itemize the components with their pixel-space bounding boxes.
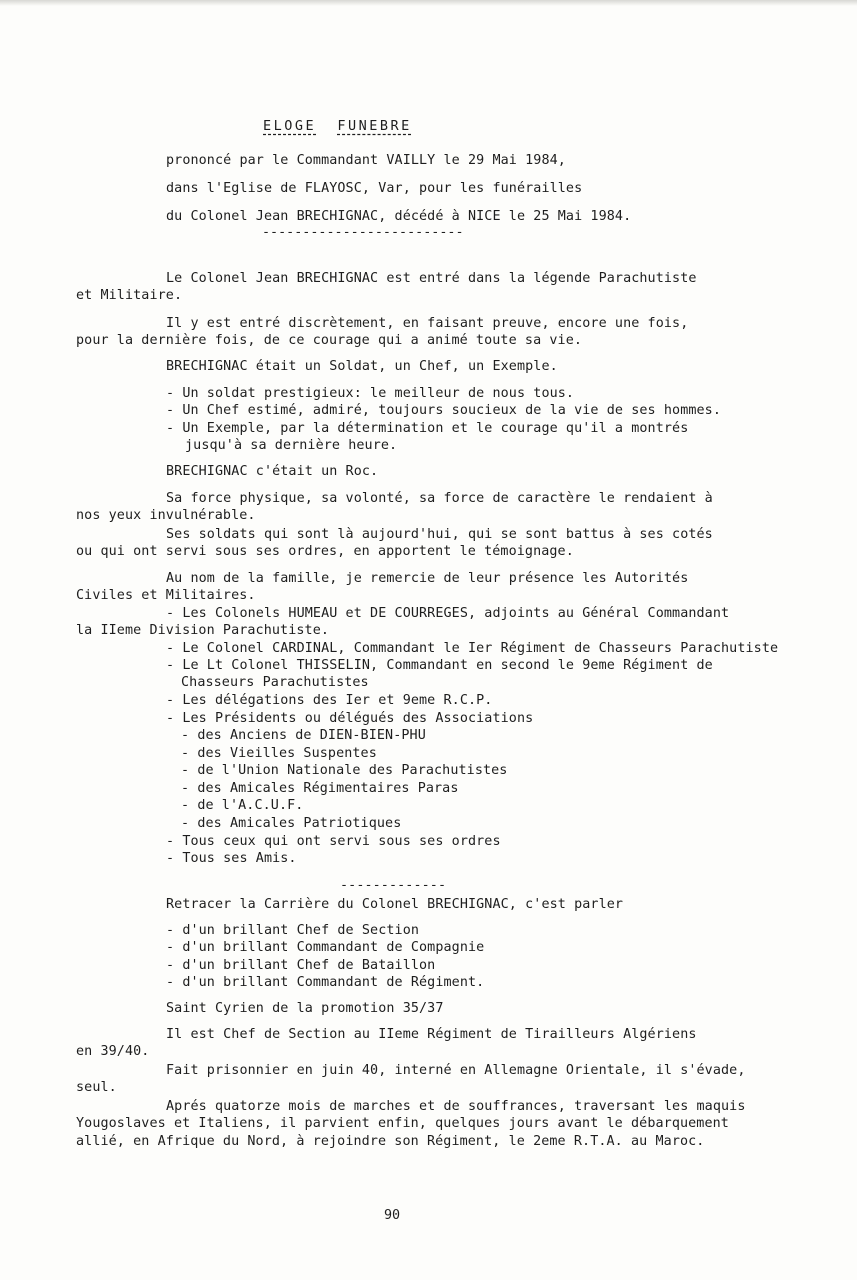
body-line: - des Vieilles Suspentes [181, 746, 377, 761]
body-line: Aprés quatorze mois de marches et de souffrances, traversant les maquis [166, 1099, 746, 1114]
body-line: - d'un brillant Commandant de Compagnie [166, 940, 485, 955]
body-line: - Un soldat prestigieux: le meilleur de nous tous. [166, 386, 575, 401]
body-line: Retracer la Carrière du Colonel BRECHIGNAC, c'est parler [166, 897, 624, 912]
body-line: nos yeux invulnérable. [76, 508, 256, 523]
body-line: - Les Présidents ou délégués des Associations [166, 711, 534, 726]
body-line: Fait prisonnier en juin 40, interné en Allemagne Orientale, il s'évade, [166, 1063, 746, 1078]
body-line: ou qui ont servi sous ses ordres, en apportent le témoignage. [76, 544, 574, 559]
body-line: BRECHIGNAC était un Soldat, un Chef, un Exemple. [166, 359, 558, 374]
body-line: - Le Lt Colonel THISSELIN, Commandant en second le 9eme Régiment de [166, 658, 713, 673]
body-line: jusqu'à sa dernière heure. [185, 438, 398, 453]
body-line: allié, en Afrique du Nord, à rejoindre son Régiment, le 2eme R.T.A. au Maroc. [76, 1134, 705, 1149]
body-line: - des Anciens de DIEN-BIEN-PHU [181, 728, 426, 743]
body-line: - de l'A.C.U.F. [181, 798, 304, 813]
body-line: Il y est entré discrètement, en faisant preuve, encore une fois, [166, 316, 689, 331]
body-line: seul. [76, 1080, 117, 1095]
body-line: - Les Colonels HUMEAU et DE COURREGES, adjoints au Général Commandant [166, 606, 730, 621]
body-line: Au nom de la famille, je remercie de leur présence les Autorités [166, 571, 689, 586]
body-line: - Un Exemple, par la détermination et le courage qu'il a montrés [166, 421, 689, 436]
body-line: Ses soldats qui sont là aujourd'hui, qui se sont battus à ses cotés [166, 527, 713, 542]
body-line: Saint Cyrien de la promotion 35/37 [166, 1001, 444, 1016]
body-line: Chasseurs Parachutistes [181, 675, 369, 690]
body-line: ------------- [340, 878, 447, 893]
header-line: du Colonel Jean BRECHIGNAC, décédé à NICE le 25 Mai 1984. [166, 209, 632, 224]
body-line: - Tous ceux qui ont servi sous ses ordres [166, 834, 501, 849]
body-line: et Militaire. [76, 288, 183, 303]
body-line: - Tous ses Amis. [166, 851, 297, 866]
body-line: en 39/40. [76, 1044, 150, 1059]
title-word-2: FUNEBRE [337, 118, 412, 134]
page-top-edge [0, 0, 857, 6]
body-line: Civiles et Militaires. [76, 588, 256, 603]
body-line: - Les délégations des Ier et 9eme R.C.P. [166, 693, 493, 708]
header-line: prononcé par le Commandant VAILLY le 29 Mai 1984, [166, 153, 566, 168]
header-line: dans l'Eglise de FLAYOSC, Var, pour les funérailles [166, 181, 583, 196]
body-line: Il est Chef de Section au IIeme Régiment de Tirailleurs Algériens [166, 1027, 697, 1042]
page-number: 90 [384, 1208, 401, 1223]
body-line: Sa force physique, sa volonté, sa force de caractère le rendaient à [166, 491, 713, 506]
body-line: - des Amicales Patriotiques [181, 816, 402, 831]
title-word-1: ELOGE [263, 118, 317, 134]
body-line: - de l'Union Nationale des Parachutistes [181, 763, 508, 778]
body-line: - d'un brillant Chef de Bataillon [166, 958, 436, 973]
body-line: pour la dernière fois, de ce courage qui a animé toute sa vie. [76, 333, 583, 348]
body-line: - d'un brillant Commandant de Régiment. [166, 975, 485, 990]
body-line: BRECHIGNAC c'était un Roc. [166, 464, 379, 479]
body-line: la IIeme Division Parachutiste. [76, 623, 330, 638]
page-title [263, 118, 412, 134]
body-line: - Un Chef estimé, admiré, toujours soucieux de la vie de ses hommes. [166, 403, 722, 418]
body-line: - Le Colonel CARDINAL, Commandant le Ier Régiment de Chasseurs Parachutiste [166, 641, 779, 656]
body-line: - des Amicales Régimentaires Paras [181, 781, 459, 796]
separator-line: ------------------------- [262, 225, 464, 240]
body-line: Le Colonel Jean BRECHIGNAC est entré dans la légende Parachutiste [166, 271, 697, 286]
body-line: - d'un brillant Chef de Section [166, 923, 420, 938]
body-line: Yougoslaves et Italiens, il parvient enfin, quelques jours avant le débarquement [76, 1116, 729, 1131]
